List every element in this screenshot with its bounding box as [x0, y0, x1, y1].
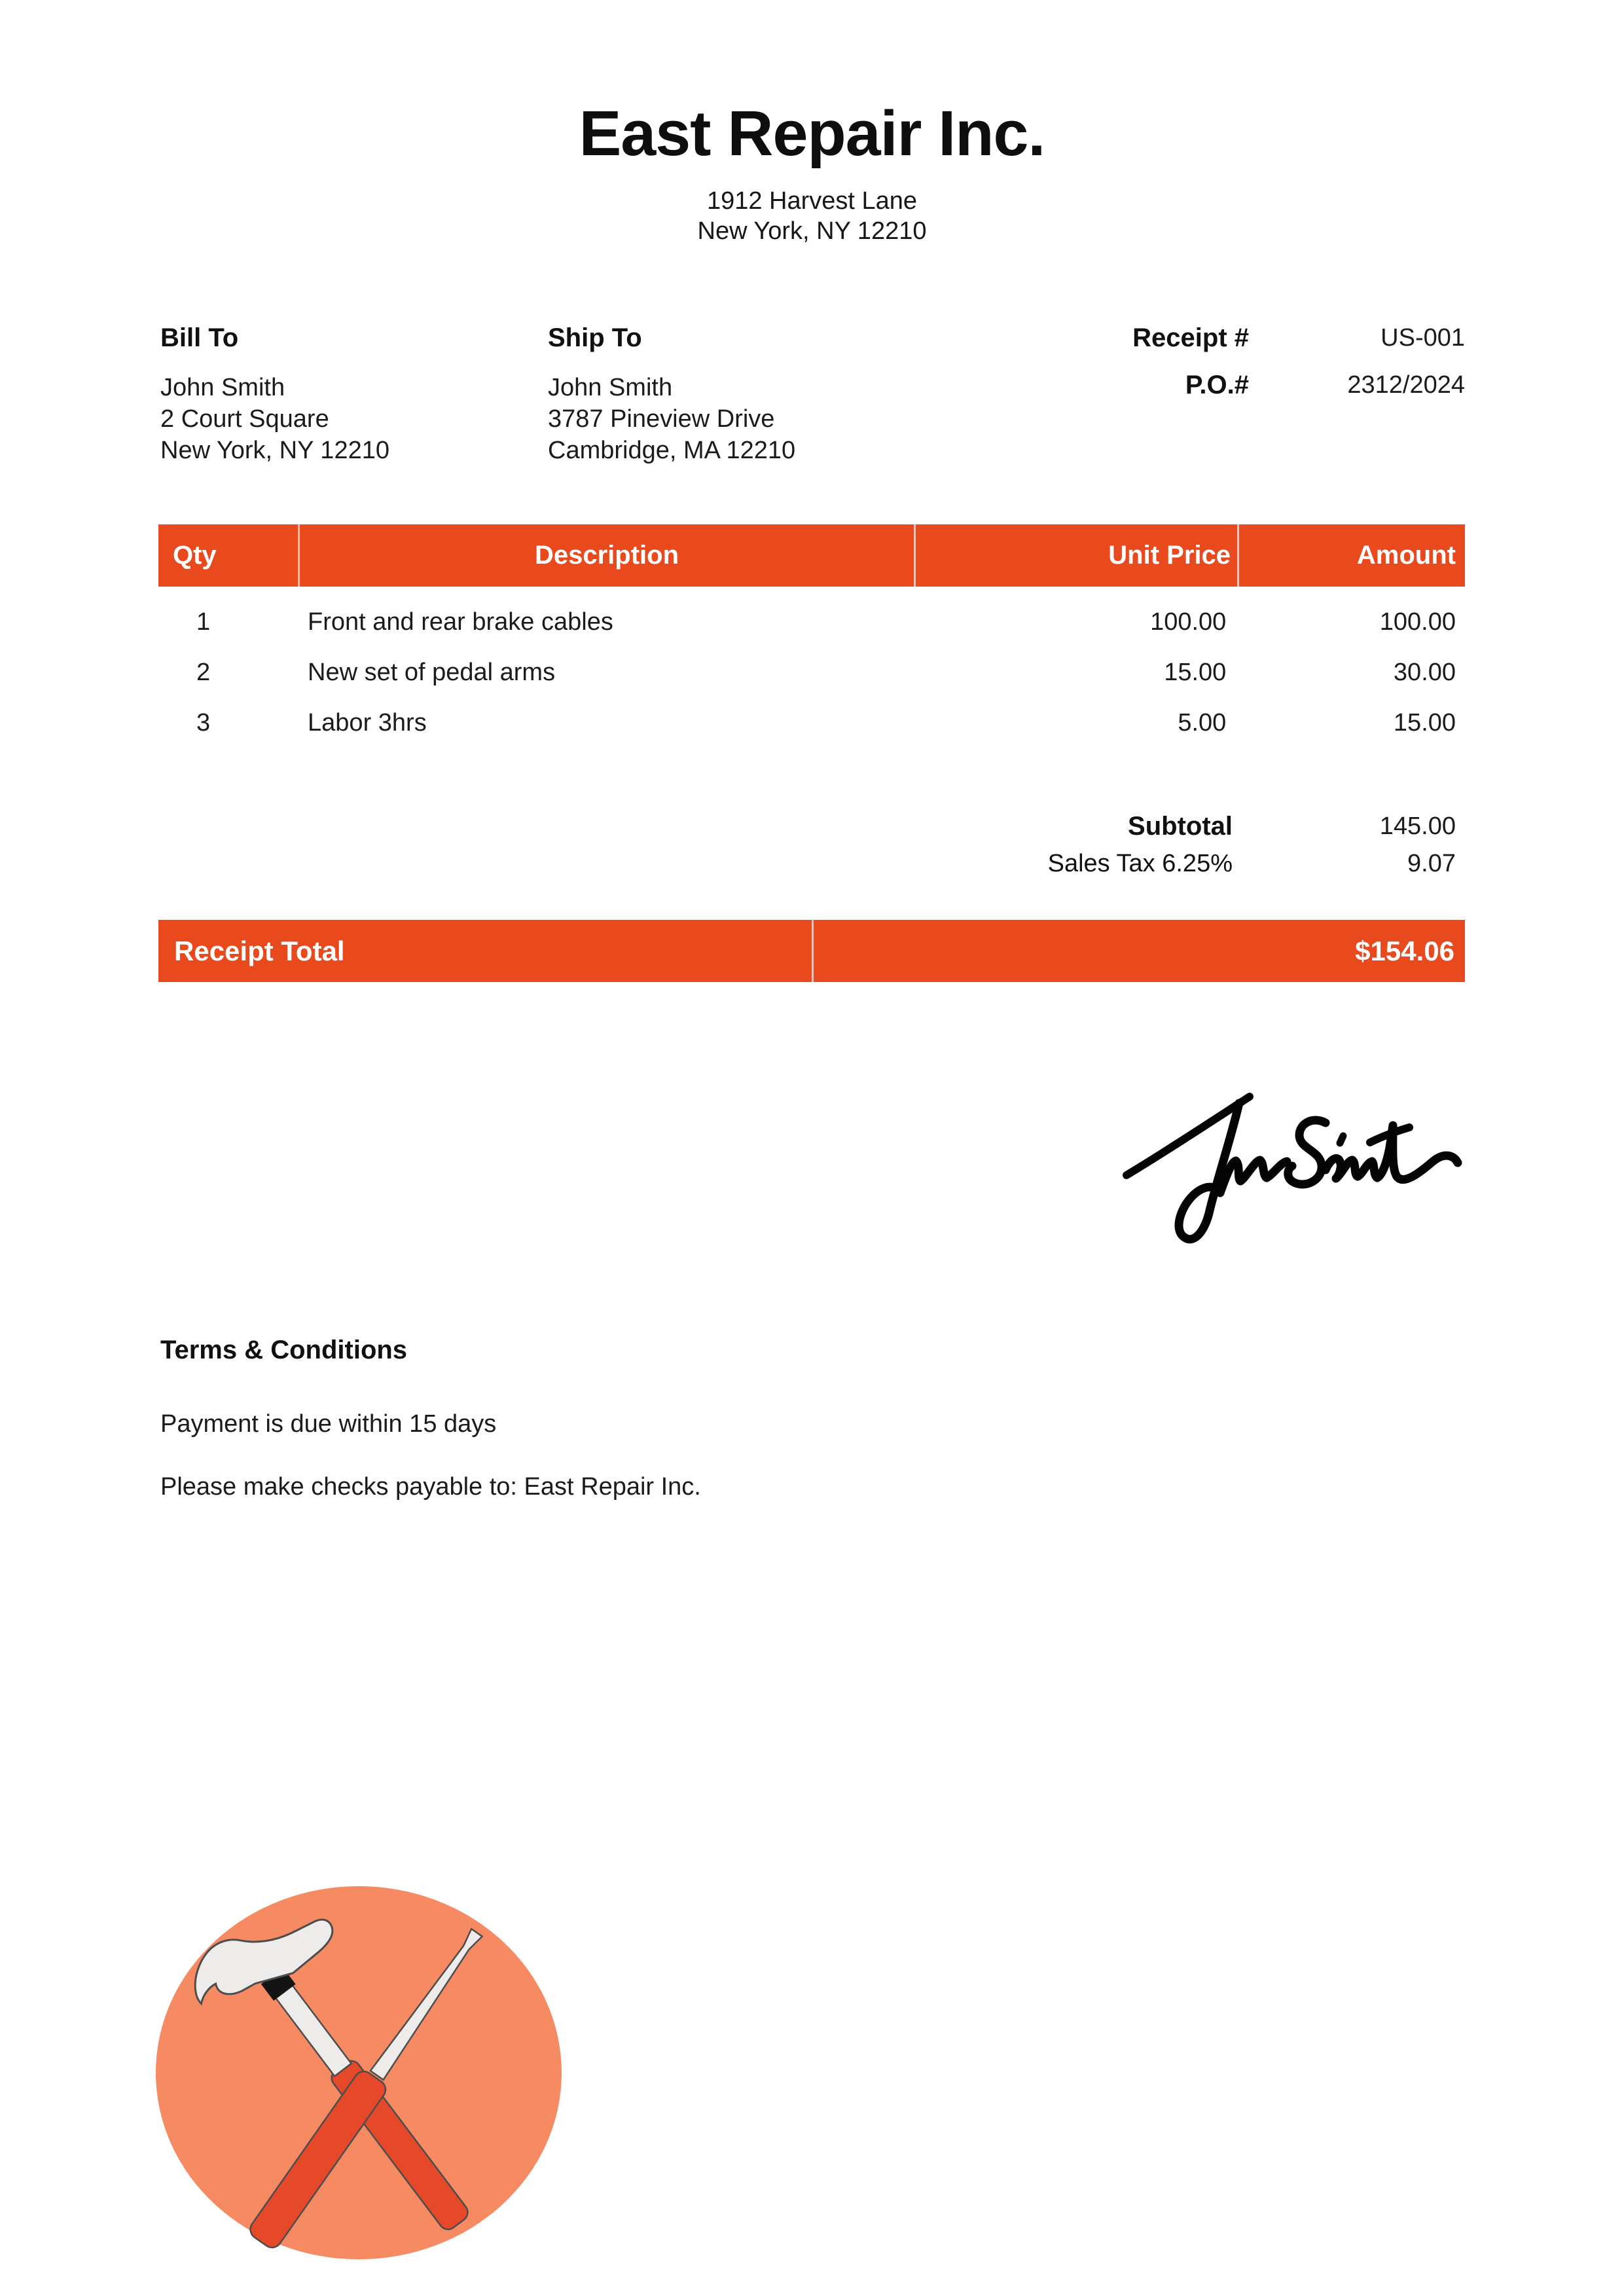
- item-amount: 100.00: [1379, 608, 1456, 636]
- ship-to-name: John Smith: [548, 374, 673, 401]
- receipt-number-value: US-001: [1380, 324, 1465, 352]
- terms-line: Please make checks payable to: East Repair Inc.: [160, 1473, 701, 1501]
- item-unit-price: 5.00: [1178, 709, 1227, 737]
- receipt-number-label: Receipt #: [1132, 323, 1249, 352]
- receipt-header: [0, 98, 1624, 246]
- totals-section: [158, 808, 1465, 883]
- header-unit-price: Unit Price: [916, 524, 1239, 587]
- receipt-total-label: Receipt Total: [174, 935, 345, 966]
- reference-numbers: [1111, 322, 1465, 466]
- item-amount: 30.00: [1393, 659, 1456, 686]
- company-address-line1: 1912 Harvest Lane: [706, 187, 918, 215]
- item-unit-price: 15.00: [1164, 659, 1227, 686]
- ship-to-section: [548, 322, 1111, 466]
- header-description: Description: [300, 524, 916, 587]
- terms-section: [160, 1334, 1208, 1502]
- company-address-line2: New York, NY 12210: [697, 217, 927, 245]
- po-number-row: [1111, 369, 1465, 401]
- receipt-total-bar: [158, 920, 1465, 982]
- signature-image: [1110, 1064, 1473, 1268]
- bill-to-street: 2 Court Square: [160, 405, 329, 433]
- item-unit-price: 100.00: [1150, 608, 1227, 636]
- company-logo: [154, 1884, 563, 2261]
- subtotal-value: 145.00: [1379, 812, 1456, 840]
- po-number-value: 2312/2024: [1347, 371, 1465, 399]
- item-qty: 2: [196, 659, 211, 686]
- ship-to-city: Cambridge, MA 12210: [548, 437, 796, 464]
- sales-tax-value: 9.07: [1407, 850, 1456, 877]
- signature-stroke: [1340, 1136, 1343, 1143]
- item-amount: 15.00: [1393, 709, 1456, 737]
- bill-to-city: New York, NY 12210: [160, 437, 389, 464]
- header-qty: Qty: [158, 524, 300, 587]
- receipt-total-value: $154.06: [1355, 935, 1454, 966]
- table-row: [158, 647, 1465, 698]
- items-table-header: [158, 524, 1465, 587]
- table-row: [158, 597, 1465, 647]
- total-bar-divider: [812, 920, 814, 982]
- sales-tax-label: Sales Tax 6.25%: [1047, 850, 1233, 877]
- items-table-body: [158, 587, 1465, 748]
- terms-line: Payment is due within 15 days: [160, 1410, 497, 1438]
- item-qty: 3: [196, 709, 211, 737]
- subtotal-label: Subtotal: [1128, 812, 1233, 841]
- item-description: New set of pedal arms: [308, 659, 556, 686]
- signature-stroke: [1179, 1103, 1287, 1239]
- po-number-label: P.O.#: [1185, 371, 1249, 399]
- item-qty: 1: [196, 608, 211, 636]
- sales-tax-row: [158, 845, 1465, 883]
- subtotal-row: [158, 808, 1465, 845]
- item-description: Labor 3hrs: [308, 709, 427, 737]
- parties-section: [160, 322, 1465, 466]
- ship-to-street: 3787 Pineview Drive: [548, 405, 775, 433]
- company-name: East Repair Inc.: [579, 98, 1045, 169]
- header-amount: Amount: [1356, 541, 1456, 570]
- receipt-number-row: [1111, 322, 1465, 354]
- bill-to-section: [160, 322, 548, 466]
- ship-to-label: Ship To: [548, 323, 642, 352]
- table-row: [158, 698, 1465, 748]
- bill-to-name: John Smith: [160, 374, 285, 401]
- terms-heading: Terms & Conditions: [160, 1336, 408, 1364]
- company-address: [0, 186, 1624, 246]
- bill-to-label: Bill To: [160, 323, 239, 352]
- item-description: Front and rear brake cables: [308, 608, 613, 636]
- signature-stroke: [1288, 1120, 1326, 1184]
